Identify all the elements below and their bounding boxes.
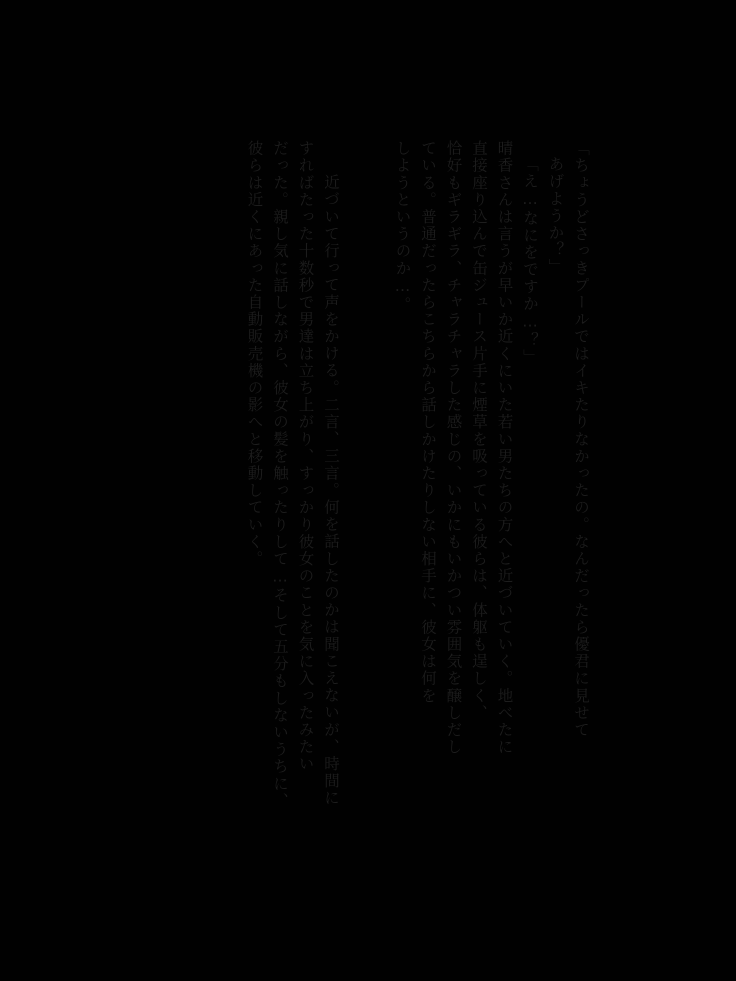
text-column: 「え…なにをですか…？」 xyxy=(521,156,539,367)
text-column: すればたった十数秒で男達は立ち上がり、すっかり彼女のことを気に入ったみたい xyxy=(296,140,315,773)
text-column: ている。普通だったらこちらから話しかけたりしない相手に、彼女は何を xyxy=(419,140,437,705)
text-column: 直接座り込んで缶ジュース片手に煙草を吸っている彼らは、体躯も逞しく、 xyxy=(470,140,488,722)
text-column: 彼らは近くにあった自動販売機の影へと移動していく。 xyxy=(245,140,264,568)
text-column: しようというのか…。 xyxy=(393,140,412,314)
text-column: 「ちょうどさっきプールではイキたりなかったの。なんだったら優君に見せて xyxy=(572,140,590,739)
text-column: 晴香さんは言うが早いか近くにいた若い男たちの方へと近づいていく。地べたに xyxy=(495,140,514,756)
vertical-text-block xyxy=(0,140,736,940)
text-column: 恰好もギラギラ、チャラチャラした感じの、いかにもいかつい雰囲気を醸しだし xyxy=(444,140,463,756)
text-column: 近づいて行って声をかける。二言、三言。何を話したのかは聞こえないが、時間に xyxy=(322,174,340,807)
text-column: だった。親し気に話しながら、彼女の髪を触ったりして…そして五分もしないうちに、 xyxy=(271,140,289,810)
text-column: あげようか？」 xyxy=(546,156,565,276)
column-gap xyxy=(338,140,384,141)
